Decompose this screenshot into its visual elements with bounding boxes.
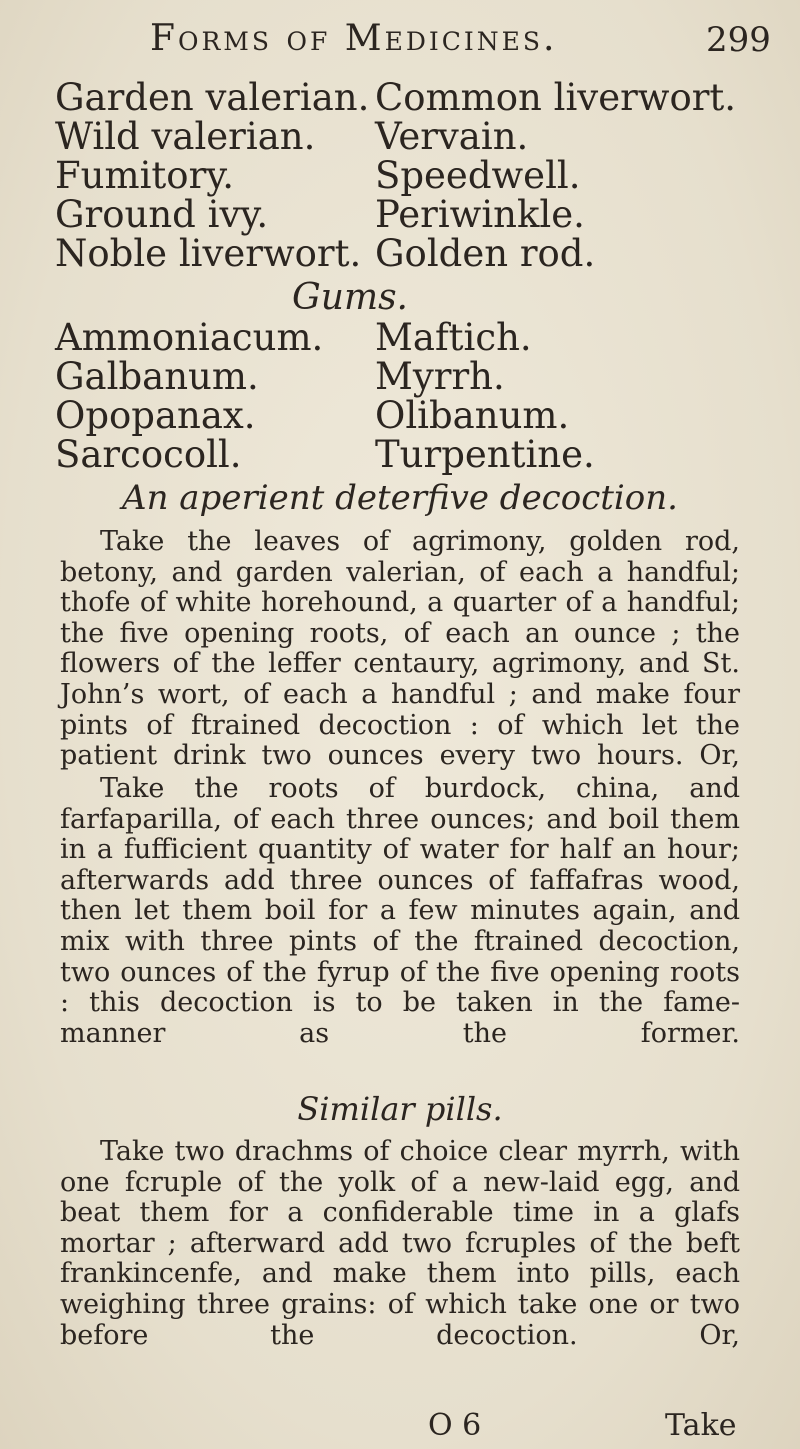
paragraph-burdock [60, 774, 740, 1049]
list-row [0, 357, 800, 396]
list-item: Wild valerian. [55, 115, 316, 158]
list-item: Speedwell. [375, 154, 581, 197]
herb-list [0, 78, 800, 273]
list-item: Periwinkle. [375, 193, 585, 236]
list-item: Fumitory. [55, 154, 235, 197]
list-item: Golden rod. [375, 232, 596, 275]
list-row [0, 234, 800, 273]
list-item: Noble liverwort. [55, 232, 362, 275]
list-item: Vervain. [375, 115, 529, 158]
list-item: Common liverwort. [375, 76, 737, 119]
list-item: Turpentine. [375, 433, 595, 476]
paragraph-text: Take the roots of burdock, china, and farfaparilla, of each three ounces; and boil them in a fufficient quantity of water for half an hour; afterwards add three ounces of faffafras wood, then let them boil for a few minutes again, and mix with three pints of the ftrained decoction, two ounces of the fyrup of the five opening roots : this decoction is to be taken in the fame-manner as the former. [60, 773, 740, 1049]
catchword: Take [665, 1408, 737, 1443]
list-row [0, 195, 800, 234]
pills-heading: Similar pills. [297, 1090, 503, 1128]
running-head [0, 8, 800, 68]
list-item: Galbanum. [55, 355, 259, 398]
paragraph-text: Take two drachms of choice clear myrrh, with one fcruple of the yolk of a new-laid egg, and beat them for a confiderable time in a glafs mortar ; afterward add two fcruples of the beft frankincenfe, and make them into pills, each weighing three grains: of which take one or two before the decoction. Or, [60, 1136, 740, 1351]
list-row [0, 78, 800, 117]
list-row [0, 117, 800, 156]
paragraph-decoction [60, 527, 740, 772]
paragraph-pills [60, 1137, 740, 1351]
list-row [0, 318, 800, 357]
list-row [0, 156, 800, 195]
page-number: 299 [706, 20, 771, 60]
list-item: Ground ivy. [55, 193, 269, 236]
list-item: Myrrh. [375, 355, 505, 398]
gums-heading: Gums. [292, 277, 408, 318]
list-item: Garden valerian. [55, 76, 370, 119]
signature-mark: O 6 [428, 1408, 482, 1443]
list-row [0, 435, 800, 474]
list-item: Maftich. [375, 316, 532, 359]
list-row [0, 396, 800, 435]
decoction-heading: An aperient deterfive decoction. [122, 478, 678, 518]
page-title: Forms of Medicines. [150, 18, 558, 59]
list-item: Sarcocoll. [55, 433, 242, 476]
list-item: Olibanum. [375, 394, 570, 437]
list-item: Opopanax. [55, 394, 256, 437]
paragraph-text: Take the leaves of agrimony, golden rod, betony, and garden valerian, of each a handful; thofe of white horehound, a quarter of a handful; the five opening roots, of each an ounce ; the flowers of the leffer centaury, agrimony, and St. John’s wort, of each a handful ; and make four pints of ftrained decoction : of which let the patient drink two ounces every two hours. Or, [60, 526, 740, 772]
list-item: Ammoniacum. [55, 316, 324, 359]
gums-list [0, 318, 800, 474]
